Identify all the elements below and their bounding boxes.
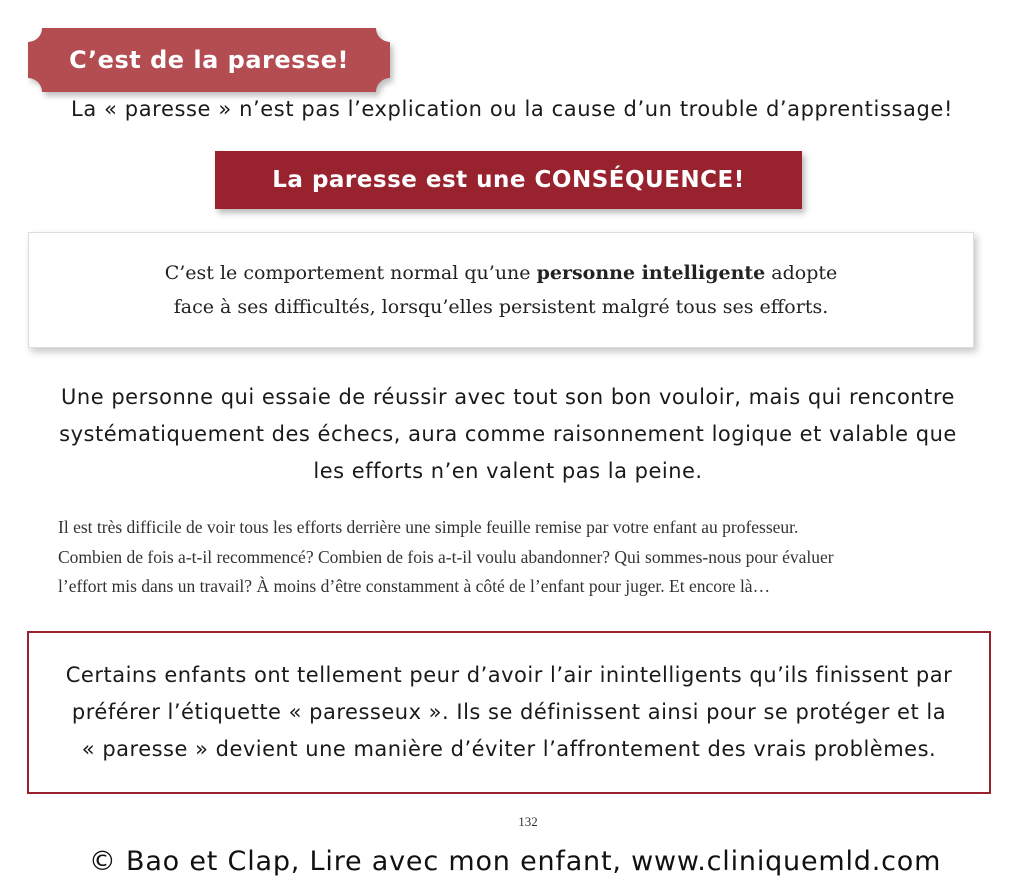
section-title-tag bbox=[28, 28, 390, 92]
body-line: Il est très difficile de voir tous les efforts derrière une simple feuille remise par votre enfant au professeur. bbox=[58, 517, 799, 537]
consequence-banner: La paresse est une CONSÉQUENCE! bbox=[215, 151, 802, 209]
intro-text: La « paresse » n’est pas l’explication ou la cause d’un trouble d’apprentissage! bbox=[71, 97, 953, 121]
definition-after: adopte bbox=[765, 262, 838, 284]
definition-emphasis: personne intelligente bbox=[536, 262, 766, 284]
key-statement bbox=[0, 379, 1016, 490]
callout-line: Certains enfants ont tellement peur d’avoir l’air inintelligents qu’ils finissent par bbox=[65, 663, 953, 687]
statement-line: systématiquement des échecs, aura comme raisonnement logique et valable que bbox=[59, 422, 957, 446]
statement-line: les efforts n’en valent pas la peine. bbox=[313, 459, 703, 483]
body-line: l’effort mis dans un travail? À moins d’être constamment à côté de l’enfant pour juger. Et encore là… bbox=[58, 576, 771, 596]
definition-line-2: face à ses difficultés, lorsqu’elles persistent malgré tous ses efforts. bbox=[173, 296, 829, 318]
callout-box bbox=[27, 631, 991, 794]
section-title: C’est de la paresse! bbox=[69, 46, 349, 74]
definition-line-1 bbox=[165, 256, 838, 290]
body-line: Combien de fois a-t-il recommencé? Combien de fois a-t-il voulu abandonner? Qui sommes-nous pour évaluer bbox=[58, 546, 834, 567]
definition-box bbox=[28, 232, 974, 348]
callout-line: « paresse » devient une manière d’éviter l’affrontement des vrais problèmes. bbox=[81, 737, 937, 761]
definition-before: C’est le comportement normal qu’une bbox=[164, 262, 537, 284]
callout-line: préférer l’étiquette « paresseux ». Ils se définissent ainsi pour se protéger et la bbox=[71, 700, 947, 724]
copyright-footer: © Bao et Clap, Lire avec mon enfant, www.cliniquemld.com bbox=[88, 846, 942, 877]
body-paragraph bbox=[58, 513, 978, 602]
statement-line: Une personne qui essaie de réussir avec tout son bon vouloir, mais qui rencontre bbox=[61, 385, 955, 409]
page-number: 132 bbox=[518, 814, 538, 829]
